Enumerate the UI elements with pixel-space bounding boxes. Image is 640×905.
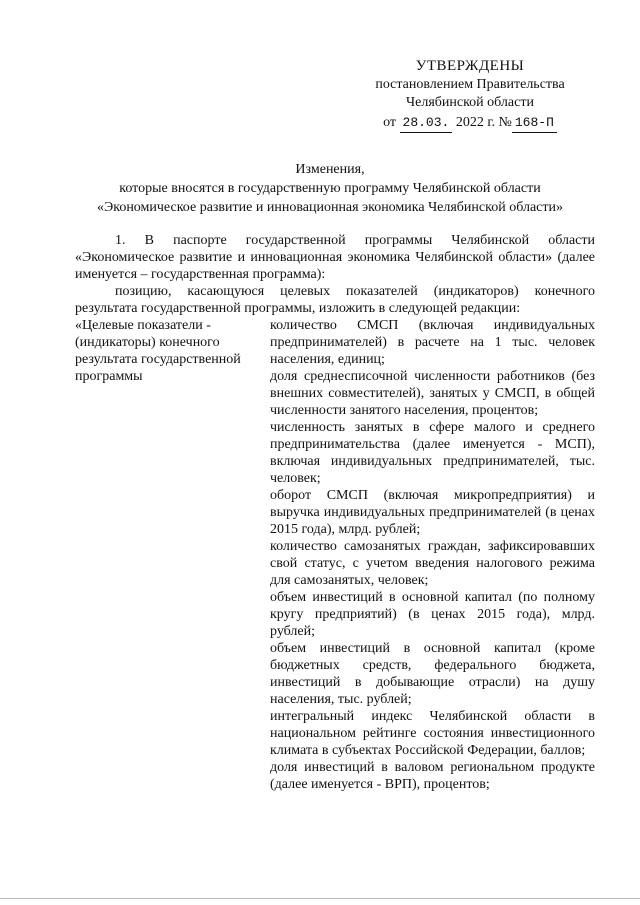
indicator-item: объем инвестиций в основной капитал (кроме бюджетных средств, федерального бюджета, инвестиций в добывающие отрасли) на душу населения, тыс. рублей; [270,641,595,707]
number-prefix: № [498,115,512,130]
approval-title: УТВЕРЖДЕНЫ [415,58,525,74]
indicator-item: объем инвестиций в основной капитал (по полному кругу предприятий) (в ценах 2015 года), млрд. рублей; [270,590,595,639]
title-line-2: которые вносятся в государственную программу Челябинской области [119,181,541,196]
indicators-table-right-cell [270,317,595,793]
indicator-item: количество самозанятых граждан, зафиксировавших свой статус, с учетом введения налогового режима для самозанятых, человек; [270,539,595,588]
indicator-item: количество СМСП (включая индивидуальных предпринимателей) в расчете на 1 тыс. человек населения, единиц; [270,318,595,367]
document-body [75,232,595,793]
indicator-item: доля инвестиций в валовом региональном продукте (далее именуется - ВРП), процентов; [270,760,595,792]
paragraph-2: позицию, касающуюся целевых показателей (индикаторов) конечного результата государственной программы, изложить в следующей редакции: [75,284,595,316]
title-line-3: «Экономическое развитие и инновационная экономика Челябинской области» [96,200,564,215]
paragraph-1: 1. В паспорте государственной программы Челябинской области «Экономическое развитие и инновационная экономика Челябинской области» (далее именуется – государственная программа): [75,233,595,282]
number-handwritten: 168-П [512,114,557,133]
indicator-item: оборот СМСП (включая микропредприятия) и выручка индивидуальных предпринимателей (в ценах 2015 года), млрд. рублей; [270,488,595,537]
page-bottom-edge [0,898,640,899]
indicator-item: доля среднесписочной численности работников (без внешних совместителей), занятых у СМСП, в общей численности занятого населения, процентов; [270,369,595,418]
document-title [60,160,600,217]
approval-line-2: Челябинской области [406,95,534,110]
approval-date-line [360,114,580,133]
indicators-table-left-cell [75,317,270,793]
approval-block [360,56,580,133]
date-handwritten: 28.03. [400,114,453,133]
approval-line-1: постановлением Правительства [375,77,565,92]
date-prefix: от [383,115,397,130]
title-line-1: Изменения, [295,162,365,177]
date-year: 2022 г. [455,115,496,130]
indicators-label: «Целевые показатели - (индикаторы) конечного результата государственной программы [75,318,241,384]
indicators-table [75,317,595,793]
indicator-item: численность занятых в сфере малого и среднего предпринимательства (далее именуется - МСП), включая индивидуальных предпринимателей, тыс. человек; [270,420,595,486]
indicator-item: интегральный индекс Челябинской области в национальном рейтинге состояния инвестиционного климата в субъектах Российской Федерации, баллов; [270,709,595,758]
